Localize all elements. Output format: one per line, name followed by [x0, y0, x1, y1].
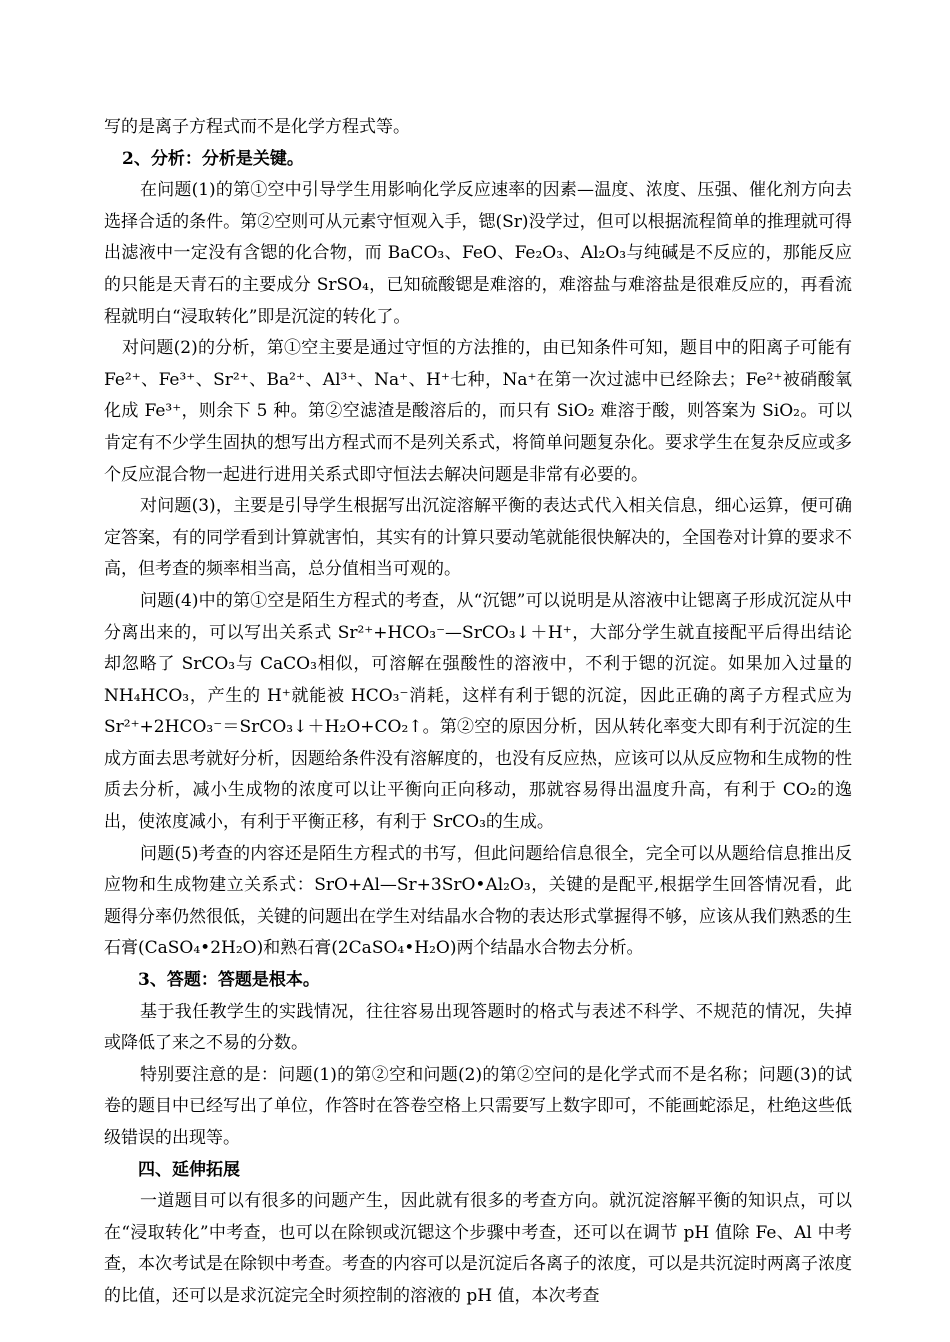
body-paragraph: 特别要注意的是：问题(1)的第②空和问题(2)的第②空问的是化学式而不是名称；问题(3)的试卷的题目中已经写出了单位，作答时在答卷空格上只需要写上数字即可，不能画蛇添足，杜绝这些低级错误的出现等。 — [104, 1064, 852, 1148]
body-paragraph: 一道题目可以有很多的问题产生，因此就有很多的考查方向。就沉淀溶解平衡的知识点，可以在“浸取转化”中考查，也可以在除钡或沉锶这个步骤中考查，还可以在调节 pH 值除 Fe、Al 中考查，本次考试是在除钡中考查。考查的内容可以是沉淀后各离子的浓度，可以是共沉淀时两离子浓度的比值，还可以是求沉淀完全时须控制的溶液的 pH 值，本次考查 — [104, 1191, 852, 1306]
body-paragraph: 问题(5)考查的内容还是陌生方程式的书写，但此问题给信息很全，完全可以从题给信息推出反应物和生成物建立关系式：SrO+Al—Sr+3SrO•Al₂O₃，关键的是配平,根据学生回答情况看，此题得分率仍然很低，关键的问题出在学生对结晶水合物的表达形式掌握得不够，应该从我们熟悉的生石膏(CaSO₄•2H₂O)和熟石膏(2CaSO₄•H₂O)两个结晶水合物去分析。 — [104, 843, 852, 959]
body-paragraph: 写的是离子方程式而不是化学方程式等。 — [104, 117, 410, 137]
body-paragraph: 基于我任教学生的实践情况，往往容易出现答题时的格式与表述不科学、不规范的情况，失掉或降低了来之不易的分数。 — [104, 1001, 852, 1054]
body-paragraph: 对问题(3)，主要是引导学生根据写出沉淀溶解平衡的表达式代入相关信息，细心运算，便可确定答案，有的同学看到计算就害怕，其实有的计算只要动笔就能很快解决的，全国卷对计算的要求不高，但考查的频率相当高，总分值相当可观的。 — [104, 496, 852, 580]
body-paragraph: 在问题(1)的第①空中引导学生用影响化学反应速率的因素—温度、浓度、压强、催化剂方向去选择合适的条件。第②空则可从元素守恒观入手，锶(Sr)没学过，但可以根据流程简单的推理就可得出滤液中一定没有含锶的化合物，而 BaCO₃、FeO、Fe₂O₃、Al₂O₃与纯碱是不反应的，那能反应的只能是天青石的主要成分 SrSO₄，已知硫酸锶是难溶的，难溶盐与难溶盐是很难反应的，再看流程就明白“浸取转化”即是沉淀的转化了。 — [104, 180, 852, 327]
section-heading: 四、延伸拓展 — [138, 1159, 240, 1180]
body-paragraph: 对问题(2)的分析，第①空主要是通过守恒的方法推的，由已知条件可知，题目中的阳离子可能有 Fe²⁺、Fe³⁺、Sr²⁺、Ba²⁺、Al³⁺、Na⁺、H⁺七种，Na⁺在第一次过滤中已经除去；Fe²⁺被硝酸氧化成 Fe³⁺，则余下 5 种。第②空滤渣是酸溶后的，而只有 SiO₂ 难溶于酸，则答案为 SiO₂。可以肯定有不少学生固执的想写出方程式而不是列关系式，将简单问题复杂化。要求学生在复杂反应或多个反应混合物一起进行进用关系式即守恒法去解决问题是非常有必要的。 — [104, 338, 858, 485]
section-heading: 2、分析：分析是关键。 — [122, 148, 304, 169]
body-paragraph: 问题(4)中的第①空是陌生方程式的考查，从“沉锶”可以说明是从溶液中让锶离子形成沉淀从中分离出来的，可以写出关系式 Sr²⁺+HCO₃⁻—SrCO₃↓＋H⁺，大部分学生就直接配平后得出结论却忽略了 SrCO₃与 CaCO₃相似，可溶解在强酸性的溶液中，不利于锶的沉淀。如果加入过量的 NH₄HCO₃，产生的 H⁺就能被 HCO₃⁻消耗，这样有利于锶的沉淀，因此正确的离子方程式应为 Sr²⁺+2HCO₃⁻＝SrCO₃↓＋H₂O+CO₂↑。第②空的原因分析，因从转化率变大即有利于沉淀的生成方面去思考就好分析，因题给条件没有溶解度的，也没有反应热，应该可以从反应物和生成物的性质去分析，减小生成物的浓度可以让平衡向正向移动，那就容易得出温度升高，有利于 CO₂的逸出，使浓度减小，有利于平衡正移，有利于 SrCO₃的生成。 — [104, 590, 858, 833]
section-heading: 3、答题：答题是根本。 — [138, 970, 320, 991]
